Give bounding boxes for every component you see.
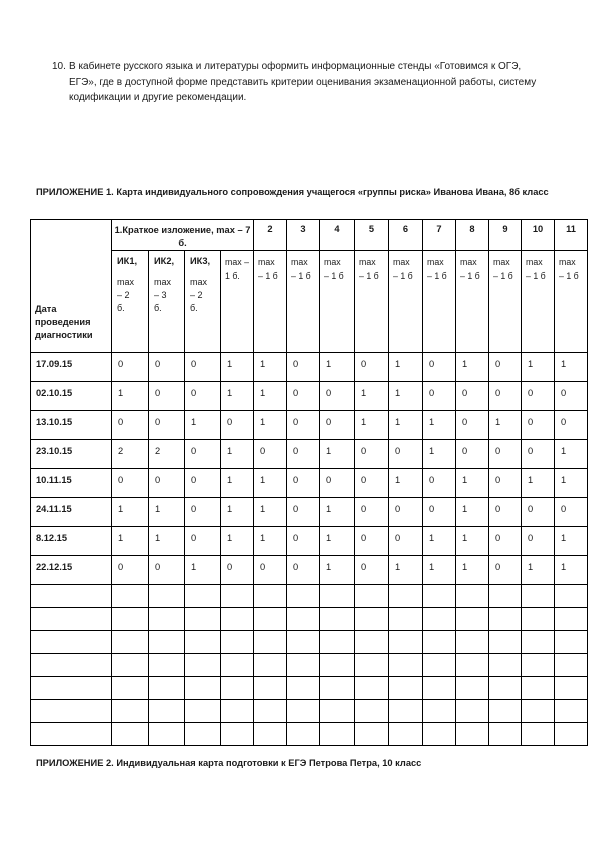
empty-cell xyxy=(555,608,588,631)
score-cell: 0 xyxy=(221,411,254,440)
score-cell: 1 xyxy=(456,469,489,498)
score-cell: 1 xyxy=(355,382,389,411)
empty-cell xyxy=(287,631,320,654)
score-cell: 0 xyxy=(355,498,389,527)
task-number-header: 10 xyxy=(522,220,555,251)
empty-cell xyxy=(320,631,355,654)
score-cell: 0 xyxy=(489,382,522,411)
empty-cell xyxy=(522,700,555,723)
empty-cell xyxy=(522,631,555,654)
score-cell: 0 xyxy=(287,411,320,440)
empty-cell xyxy=(287,608,320,631)
score-cell: 1 xyxy=(112,527,149,556)
empty-cell xyxy=(221,585,254,608)
task-number-header: 9 xyxy=(489,220,522,251)
score-cell: 0 xyxy=(456,382,489,411)
empty-cell xyxy=(355,631,389,654)
empty-cell xyxy=(423,654,456,677)
diagnostic-date-cell: 22.12.15 xyxy=(31,556,112,585)
score-cell: 0 xyxy=(112,353,149,382)
empty-table-row xyxy=(31,608,588,631)
empty-cell xyxy=(31,631,112,654)
empty-cell xyxy=(555,585,588,608)
empty-cell xyxy=(456,723,489,746)
empty-cell xyxy=(287,723,320,746)
empty-cell xyxy=(320,677,355,700)
score-cell: 0 xyxy=(287,353,320,382)
score-cell: 1 xyxy=(355,411,389,440)
score-cell: 1 xyxy=(320,498,355,527)
table-row xyxy=(31,527,588,556)
empty-cell xyxy=(389,700,423,723)
max-score-text: max – 1 б xyxy=(493,257,513,281)
empty-cell xyxy=(522,677,555,700)
criterion-header xyxy=(112,251,149,353)
empty-cell xyxy=(489,608,522,631)
score-cell: 1 xyxy=(185,411,221,440)
list-item-number: 10. xyxy=(52,61,66,72)
empty-cell xyxy=(254,723,287,746)
score-cell: 0 xyxy=(185,527,221,556)
empty-cell xyxy=(185,654,221,677)
empty-cell xyxy=(456,677,489,700)
empty-cell xyxy=(489,631,522,654)
score-cell: 0 xyxy=(389,527,423,556)
empty-cell xyxy=(389,608,423,631)
table-row xyxy=(31,440,588,469)
score-cell: 0 xyxy=(320,469,355,498)
score-cell: 1 xyxy=(221,382,254,411)
empty-cell xyxy=(555,723,588,746)
score-cell: 1 xyxy=(221,527,254,556)
score-cell: 0 xyxy=(489,469,522,498)
score-cell: 1 xyxy=(489,411,522,440)
score-cell: 0 xyxy=(522,498,555,527)
score-cell: 0 xyxy=(456,440,489,469)
empty-cell xyxy=(185,631,221,654)
score-cell: 1 xyxy=(254,382,287,411)
empty-cell xyxy=(221,654,254,677)
empty-cell xyxy=(149,585,185,608)
score-cell: 1 xyxy=(254,527,287,556)
score-cell: 1 xyxy=(555,469,588,498)
score-cell: 1 xyxy=(320,556,355,585)
diagnostic-date-cell: 24.11.15 xyxy=(31,498,112,527)
empty-cell xyxy=(522,654,555,677)
score-cell: 0 xyxy=(555,411,588,440)
score-cell: 0 xyxy=(254,440,287,469)
score-cell: 1 xyxy=(423,411,456,440)
empty-cell xyxy=(31,608,112,631)
score-cell: 0 xyxy=(287,382,320,411)
list-item-text: В кабинете русского языка и литературы оформить информационные стенды «Готовимся к ОГЭ, ЕГЭ», где в доступной форме представить критерии оценивания экзаменационной работы, систему кодификации и другие рекомендации. xyxy=(69,61,537,103)
empty-cell xyxy=(355,723,389,746)
score-cell: 1 xyxy=(423,527,456,556)
score-cell: 0 xyxy=(149,556,185,585)
table-row xyxy=(31,382,588,411)
empty-cell xyxy=(456,585,489,608)
criterion-name: ИК1, xyxy=(117,256,138,266)
score-cell: 0 xyxy=(389,498,423,527)
empty-cell xyxy=(149,631,185,654)
score-cell: 0 xyxy=(355,440,389,469)
empty-cell xyxy=(489,723,522,746)
max-score-header xyxy=(355,251,389,353)
empty-cell xyxy=(185,585,221,608)
score-cell: 0 xyxy=(423,353,456,382)
empty-cell xyxy=(149,677,185,700)
diagnostic-date-cell: 8.12.15 xyxy=(31,527,112,556)
score-cell: 0 xyxy=(489,556,522,585)
max-score-header xyxy=(423,251,456,353)
empty-cell xyxy=(355,585,389,608)
empty-cell xyxy=(389,677,423,700)
empty-table-row xyxy=(31,677,588,700)
score-cell: 1 xyxy=(522,556,555,585)
empty-cell xyxy=(112,723,149,746)
max-score-text: max – 1 б xyxy=(460,257,480,281)
empty-cell xyxy=(221,608,254,631)
empty-cell xyxy=(456,700,489,723)
score-cell: 0 xyxy=(185,498,221,527)
score-cell: 1 xyxy=(254,498,287,527)
empty-cell xyxy=(31,700,112,723)
score-cell: 0 xyxy=(456,411,489,440)
max-score-header xyxy=(287,251,320,353)
empty-cell xyxy=(522,723,555,746)
task-number-header: 11 xyxy=(555,220,588,251)
score-cell: 0 xyxy=(112,469,149,498)
diagnostic-date-cell: 23.10.15 xyxy=(31,440,112,469)
score-cell: 0 xyxy=(522,411,555,440)
score-cell: 1 xyxy=(389,411,423,440)
empty-cell xyxy=(112,608,149,631)
score-cell: 0 xyxy=(185,469,221,498)
empty-cell xyxy=(31,585,112,608)
empty-cell xyxy=(221,631,254,654)
score-cell: 1 xyxy=(185,556,221,585)
criterion-name: ИК2, xyxy=(154,256,175,266)
score-cell: 0 xyxy=(320,411,355,440)
diagnostic-date-cell: 13.10.15 xyxy=(31,411,112,440)
score-cell: 0 xyxy=(149,469,185,498)
empty-cell xyxy=(112,631,149,654)
score-cell: 0 xyxy=(149,382,185,411)
score-cell: 1 xyxy=(555,556,588,585)
task-number-header: 2 xyxy=(254,220,287,251)
empty-cell xyxy=(423,608,456,631)
score-cell: 1 xyxy=(456,556,489,585)
score-cell: 1 xyxy=(149,527,185,556)
empty-cell xyxy=(522,585,555,608)
criterion-name: ИК3, xyxy=(190,256,211,266)
table-row xyxy=(31,498,588,527)
empty-cell xyxy=(185,677,221,700)
score-cell: 1 xyxy=(555,440,588,469)
max-score-header xyxy=(489,251,522,353)
score-cell: 1 xyxy=(112,382,149,411)
score-cell: 0 xyxy=(555,498,588,527)
task-number-header: 6 xyxy=(389,220,423,251)
date-column-header: Дата проведения диагностики xyxy=(31,220,112,353)
empty-cell xyxy=(389,723,423,746)
score-cell: 2 xyxy=(149,440,185,469)
task-number-header: 7 xyxy=(423,220,456,251)
score-cell: 0 xyxy=(489,440,522,469)
score-cell: 1 xyxy=(423,556,456,585)
empty-cell xyxy=(31,654,112,677)
empty-cell xyxy=(456,608,489,631)
max-score-header xyxy=(320,251,355,353)
empty-cell xyxy=(355,677,389,700)
score-cell: 0 xyxy=(489,527,522,556)
empty-cell xyxy=(254,608,287,631)
empty-cell xyxy=(423,677,456,700)
criterion-max: max – 2 б. xyxy=(117,277,135,313)
table-row xyxy=(31,353,588,382)
empty-cell xyxy=(320,700,355,723)
score-cell: 1 xyxy=(320,527,355,556)
score-cell: 1 xyxy=(456,527,489,556)
score-cell: 0 xyxy=(287,440,320,469)
criterion-header xyxy=(149,251,185,353)
criterion-max: max – 3 б. xyxy=(154,277,172,313)
empty-cell xyxy=(31,677,112,700)
score-cell: 1 xyxy=(389,382,423,411)
score-cell: 0 xyxy=(355,527,389,556)
score-cell: 0 xyxy=(287,527,320,556)
empty-cell xyxy=(320,723,355,746)
score-cell: 1 xyxy=(149,498,185,527)
score-cell: 1 xyxy=(254,469,287,498)
score-cell: 0 xyxy=(522,440,555,469)
max-score-header xyxy=(555,251,588,353)
score-cell: 1 xyxy=(320,353,355,382)
empty-cell xyxy=(254,677,287,700)
score-cell: 0 xyxy=(185,440,221,469)
empty-cell xyxy=(112,677,149,700)
max-score-text: max – 1 б xyxy=(324,257,344,281)
empty-cell xyxy=(254,585,287,608)
empty-cell xyxy=(221,700,254,723)
score-cell: 1 xyxy=(389,556,423,585)
empty-cell xyxy=(389,585,423,608)
max-score-header xyxy=(254,251,287,353)
max-score-text: max – 1 б xyxy=(291,257,311,281)
score-cell: 0 xyxy=(254,556,287,585)
empty-cell xyxy=(489,677,522,700)
empty-table-row xyxy=(31,585,588,608)
score-cell: 0 xyxy=(355,469,389,498)
score-cell: 1 xyxy=(254,411,287,440)
empty-cell xyxy=(254,700,287,723)
diagnostic-date-cell: 10.11.15 xyxy=(31,469,112,498)
header-row-criteria xyxy=(31,251,588,353)
max-score-text: max – 1 б xyxy=(526,257,546,281)
score-cell: 0 xyxy=(185,353,221,382)
diagnostic-date-cell: 02.10.15 xyxy=(31,382,112,411)
score-cell: 0 xyxy=(423,382,456,411)
score-cell: 0 xyxy=(555,382,588,411)
max-score-text: max – 1 б xyxy=(359,257,379,281)
empty-cell xyxy=(149,608,185,631)
task-number-header: 8 xyxy=(456,220,489,251)
score-cell: 0 xyxy=(423,469,456,498)
score-cell: 0 xyxy=(522,382,555,411)
empty-cell xyxy=(423,631,456,654)
empty-table-row xyxy=(31,654,588,677)
max-score-header xyxy=(456,251,489,353)
empty-cell xyxy=(522,608,555,631)
empty-cell xyxy=(112,585,149,608)
score-cell: 0 xyxy=(185,382,221,411)
score-cell: 0 xyxy=(355,353,389,382)
score-cell: 1 xyxy=(389,469,423,498)
score-cell: 0 xyxy=(489,498,522,527)
max-score-text: max – 1 б xyxy=(427,257,447,281)
empty-cell xyxy=(555,654,588,677)
empty-cell xyxy=(221,677,254,700)
score-cell: 1 xyxy=(456,353,489,382)
empty-cell xyxy=(287,654,320,677)
max-score-header xyxy=(389,251,423,353)
empty-cell xyxy=(423,700,456,723)
empty-cell xyxy=(489,700,522,723)
task-number-header: 5 xyxy=(355,220,389,251)
score-cell: 1 xyxy=(221,469,254,498)
score-cell: 0 xyxy=(221,556,254,585)
appendix-1-title: ПРИЛОЖЕНИЕ 1. Карта индивидуального сопровождения учащегося «группы риска» Иванова Ивана, 8б класс xyxy=(36,187,549,197)
empty-cell xyxy=(112,654,149,677)
empty-cell xyxy=(489,585,522,608)
empty-cell xyxy=(287,700,320,723)
score-cell: 1 xyxy=(423,440,456,469)
task-number-header: 3 xyxy=(287,220,320,251)
score-cell: 1 xyxy=(522,353,555,382)
score-cell: 0 xyxy=(522,527,555,556)
empty-cell xyxy=(254,654,287,677)
max-score-text: max – 1 б xyxy=(258,257,278,281)
empty-cell xyxy=(185,608,221,631)
score-cell: 0 xyxy=(287,556,320,585)
max-score-text: max – 1 б xyxy=(559,257,579,281)
empty-cell xyxy=(555,631,588,654)
score-cell: 1 xyxy=(456,498,489,527)
empty-cell xyxy=(254,631,287,654)
empty-cell xyxy=(355,608,389,631)
summary-column-header: 1.Краткое изложение, max – 7 б. xyxy=(112,220,254,251)
empty-cell xyxy=(355,700,389,723)
empty-cell xyxy=(456,631,489,654)
score-cell: 0 xyxy=(355,556,389,585)
max-score-header xyxy=(522,251,555,353)
max-score-text: max – 1 б xyxy=(393,257,413,281)
empty-table-row xyxy=(31,631,588,654)
score-cell: 1 xyxy=(320,440,355,469)
score-cell: 0 xyxy=(320,382,355,411)
table-row xyxy=(31,411,588,440)
score-cell: 2 xyxy=(112,440,149,469)
score-cell: 1 xyxy=(221,498,254,527)
empty-cell xyxy=(389,654,423,677)
empty-cell xyxy=(456,654,489,677)
empty-cell xyxy=(185,723,221,746)
score-cell: 0 xyxy=(423,498,456,527)
empty-cell xyxy=(31,723,112,746)
diagnostic-date-cell: 17.09.15 xyxy=(31,353,112,382)
score-cell: 0 xyxy=(112,411,149,440)
score-cell: 0 xyxy=(149,411,185,440)
task-number-header: 4 xyxy=(320,220,355,251)
appendix-2-title: ПРИЛОЖЕНИЕ 2. Индивидуальная карта подготовки к ЕГЭ Петрова Петра, 10 класс xyxy=(36,758,422,768)
score-cell: 0 xyxy=(287,498,320,527)
score-cell: 1 xyxy=(221,440,254,469)
score-cell: 1 xyxy=(555,527,588,556)
score-cell: 0 xyxy=(489,353,522,382)
individual-support-card-table xyxy=(30,219,588,746)
score-cell: 1 xyxy=(389,353,423,382)
score-cell: 1 xyxy=(555,353,588,382)
max-score-header xyxy=(221,251,254,353)
empty-cell xyxy=(320,608,355,631)
empty-cell xyxy=(221,723,254,746)
criterion-header xyxy=(185,251,221,353)
empty-cell xyxy=(287,585,320,608)
table-row xyxy=(31,469,588,498)
score-cell: 0 xyxy=(149,353,185,382)
max-score-text: max – 1 б. xyxy=(225,257,249,281)
empty-table-row xyxy=(31,700,588,723)
score-cell: 0 xyxy=(389,440,423,469)
header-row-tasks xyxy=(31,220,588,251)
empty-cell xyxy=(149,654,185,677)
score-cell: 1 xyxy=(522,469,555,498)
empty-cell xyxy=(555,677,588,700)
score-cell: 1 xyxy=(254,353,287,382)
score-cell: 0 xyxy=(287,469,320,498)
empty-cell xyxy=(355,654,389,677)
empty-cell xyxy=(389,631,423,654)
score-cell: 0 xyxy=(112,556,149,585)
empty-cell xyxy=(423,585,456,608)
empty-cell xyxy=(320,654,355,677)
empty-cell xyxy=(149,700,185,723)
score-cell: 1 xyxy=(221,353,254,382)
empty-cell xyxy=(555,700,588,723)
score-cell: 1 xyxy=(112,498,149,527)
empty-cell xyxy=(149,723,185,746)
empty-cell xyxy=(423,723,456,746)
empty-cell xyxy=(489,654,522,677)
empty-cell xyxy=(287,677,320,700)
empty-cell xyxy=(112,700,149,723)
empty-cell xyxy=(185,700,221,723)
empty-table-row xyxy=(31,723,588,746)
empty-cell xyxy=(320,585,355,608)
table-row xyxy=(31,556,588,585)
criterion-max: max – 2 б. xyxy=(190,277,208,313)
